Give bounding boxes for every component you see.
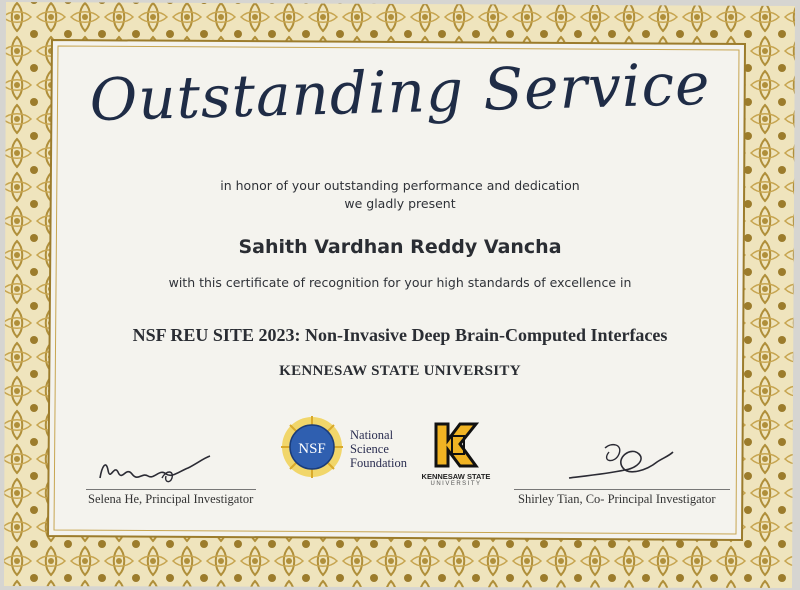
right-signature xyxy=(565,440,675,490)
right-signature-line xyxy=(514,489,730,490)
left-signature-line xyxy=(86,489,256,490)
left-signature xyxy=(92,448,222,488)
nsf-word-1: National xyxy=(350,428,394,442)
right-signature-caption: Shirley Tian, Co- Principal Investigator xyxy=(518,492,716,506)
nsf-badge-text: NSF xyxy=(298,441,326,457)
present-line: we gladly present xyxy=(344,196,456,211)
program-title: NSF REU SITE 2023: Non-Invasive Deep Brain-Computed Interfaces xyxy=(132,325,668,345)
nsf-word-2: Science xyxy=(350,442,389,456)
recognition-line: with this certificate of recognition for your high standards of excellence in xyxy=(168,275,632,290)
nsf-wordmark xyxy=(350,428,407,470)
honor-line: in honor of your outstanding performance and dedication xyxy=(220,178,580,193)
ksu-subtitle: UNIVERSITY xyxy=(430,481,482,487)
ksu-logo-icon xyxy=(430,420,482,470)
recipient-name: Sahith Vardhan Reddy Vancha xyxy=(238,236,562,258)
ksu-name: KENNESAW STATE xyxy=(421,472,491,481)
left-signature-caption: Selena He, Principal Investigator xyxy=(88,492,254,506)
certificate-title: Outstanding Service xyxy=(88,49,712,135)
nsf-word-3: Foundation xyxy=(350,456,407,470)
university-name: KENNESAW STATE UNIVERSITY xyxy=(279,363,521,379)
nsf-logo xyxy=(280,415,344,479)
